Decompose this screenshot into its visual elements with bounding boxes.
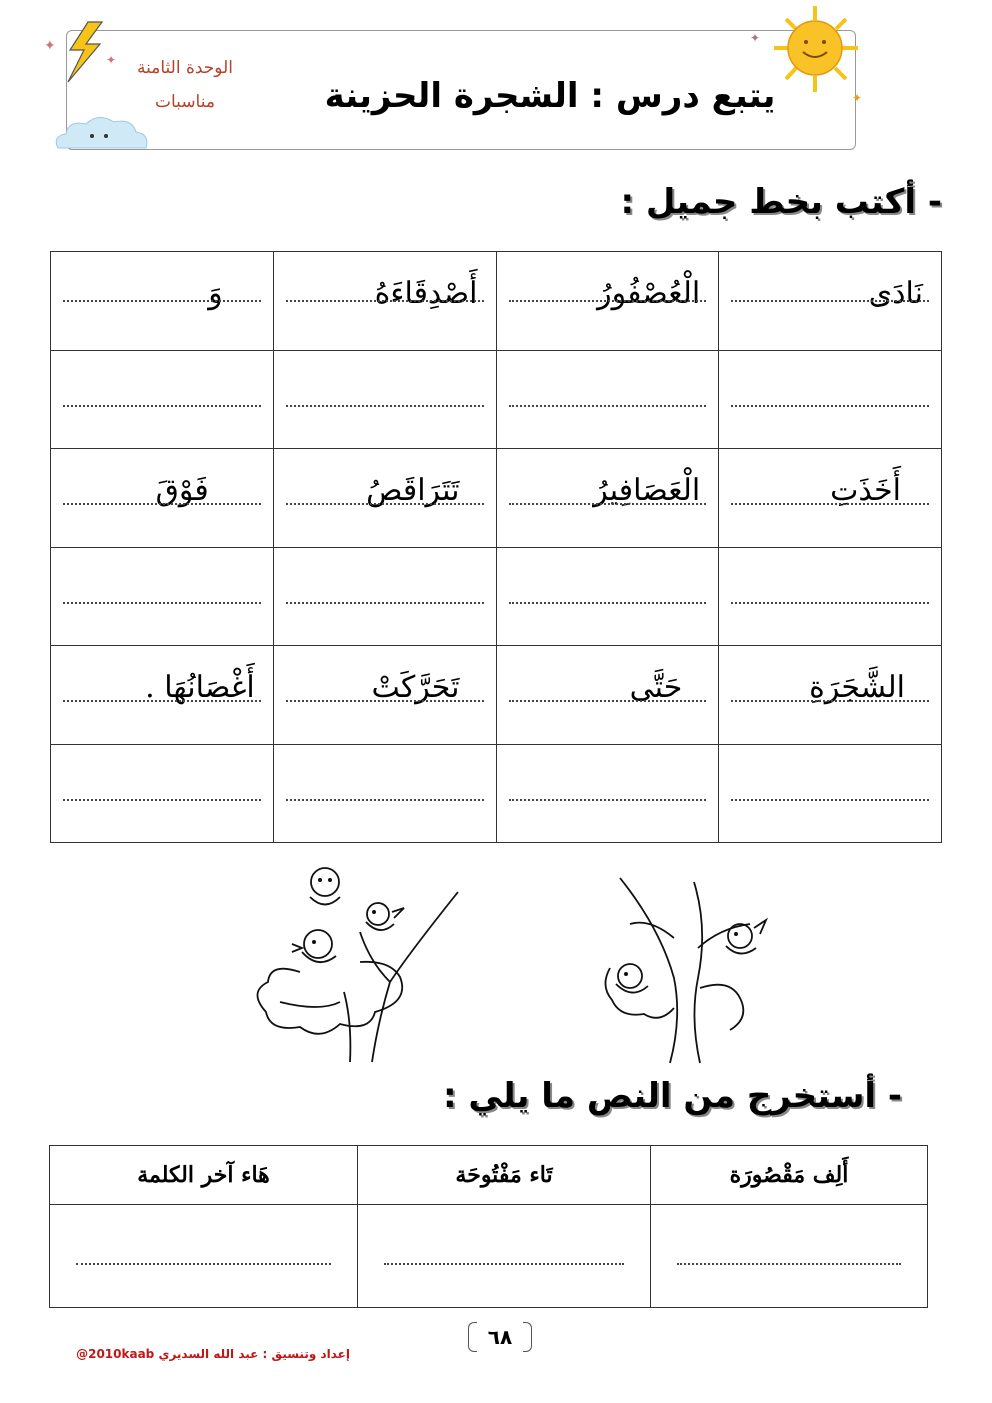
word-cell: [496, 646, 719, 745]
word-cell: [719, 449, 942, 548]
unit-subtitle: مناسبات: [155, 92, 215, 112]
word-cell: [273, 449, 496, 548]
word: نَادَى: [868, 276, 923, 311]
word: فَوْقَ: [155, 473, 209, 508]
writing-cell[interactable]: [51, 547, 274, 646]
word-row: [51, 449, 942, 548]
extract-answer-row: [50, 1205, 928, 1308]
word-cell: [51, 252, 274, 351]
word-cell: [273, 252, 496, 351]
word: الشَّجَرَةِ: [809, 670, 905, 705]
word: أَصْدِقَاءَهُ: [374, 276, 478, 311]
word-cell: [496, 252, 719, 351]
writing-cell[interactable]: [51, 744, 274, 843]
header-taa-maftuha: تَاء مَفْتُوحَة: [358, 1146, 651, 1205]
answer-alif-maqsura[interactable]: [651, 1205, 928, 1308]
writing-cell[interactable]: [496, 350, 719, 449]
word: تَحَرَّكَتْ: [371, 670, 460, 705]
extract-table: [49, 1145, 928, 1308]
word: أَغْصَانُهَا .: [145, 670, 255, 705]
svg-text:✦: ✦: [852, 91, 863, 105]
word-cell: [51, 646, 274, 745]
credit-line: إعداد وتنسيق : عبد الله السديري 2010kaab@: [76, 1347, 350, 1361]
writing-row: [51, 744, 942, 843]
svg-text:✦: ✦: [44, 38, 56, 54]
page-number: ٦٨: [468, 1322, 532, 1352]
writing-row: [51, 350, 942, 449]
word: تَتَرَاقَصُ: [366, 473, 460, 508]
word: حَتَّى: [629, 670, 683, 705]
writing-cell[interactable]: [273, 744, 496, 843]
unit-title: الوحدة الثامنة: [137, 58, 233, 78]
word-cell: [273, 646, 496, 745]
word: أَخَذَتِ: [830, 473, 901, 508]
writing-cell[interactable]: [719, 744, 942, 843]
word-row: [51, 646, 942, 745]
writing-cell[interactable]: [496, 547, 719, 646]
word-row: [51, 252, 942, 351]
word-cell: [719, 646, 942, 745]
word: الْعُصْفُورُ: [597, 276, 701, 311]
handwriting-table: [50, 251, 942, 843]
writing-cell[interactable]: [719, 547, 942, 646]
writing-cell[interactable]: [273, 547, 496, 646]
tree-with-birds-illustration-left: [240, 852, 470, 1067]
writing-cell[interactable]: [51, 350, 274, 449]
writing-cell[interactable]: [496, 744, 719, 843]
header-haa-end-of-word: هَاء آخر الكلمة: [50, 1146, 358, 1205]
header-alif-maqsura: أَلِف مَقْصُورَة: [651, 1146, 928, 1205]
word: الْعَصَافِيرُ: [593, 473, 701, 508]
lesson-title: يتبع درس : الشجرة الحزينة: [324, 76, 776, 116]
word-cell: [719, 252, 942, 351]
tree-with-birds-illustration-right: [590, 868, 790, 1068]
section-title-handwriting: - أكتب بخط جميل :: [620, 182, 942, 222]
word: وَ: [208, 276, 223, 311]
word-cell: [496, 449, 719, 548]
word-cell: [51, 449, 274, 548]
lightning-icon: [40, 20, 120, 90]
answer-haa-end-of-word[interactable]: [50, 1205, 358, 1308]
svg-text:✦: ✦: [106, 53, 117, 67]
cloud-icon: [48, 112, 158, 156]
extract-header-row: [50, 1146, 928, 1205]
writing-cell[interactable]: [273, 350, 496, 449]
writing-row: [51, 547, 942, 646]
answer-taa-maftuha[interactable]: [358, 1205, 651, 1308]
writing-cell[interactable]: [719, 350, 942, 449]
svg-text:✦: ✦: [750, 31, 761, 45]
section-title-extract: - أستخرج من النص ما يلي :: [442, 1076, 902, 1116]
